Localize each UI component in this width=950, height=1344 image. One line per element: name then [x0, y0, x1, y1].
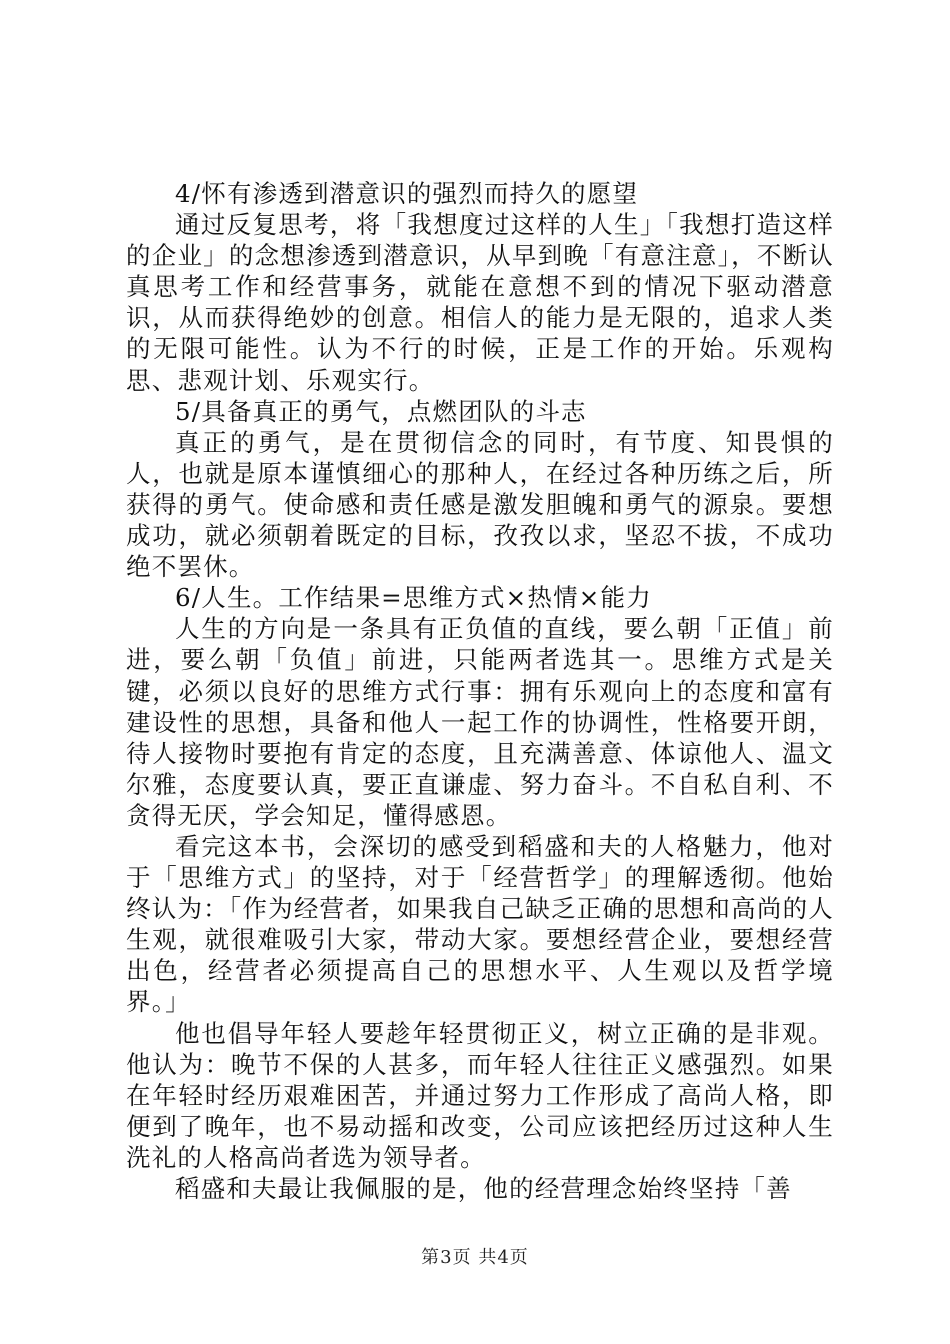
body-paragraph: 真正的勇气，是在贯彻信念的同时，有节度、知畏惧的人，也就是原本谨慎细心的那种人，在经过各种历练之后，所获得的勇气。使命感和责任感是激发胆魄和勇气的源泉。要想成功，就必须朝着既定的目标，孜孜以求，坚忍不拔，不成功绝不罢休。 — [126, 427, 834, 582]
body-paragraph: 看完这本书，会深切的感受到稻盛和夫的人格魅力，他对于「思维方式」的坚持，对于「经营哲学」的理解透彻。他始终认为：「作为经营者，如果我自己缺乏正确的思想和高尚的人生观，就很难吸引大家，带动大家。要想经营企业，要想经营出色，经营者必须提高自己的思想水平、人生观以及哲学境界。」 — [126, 831, 834, 1017]
body-paragraph: 通过反复思考，将「我想度过这样的人生」「我想打造这样的企业」的念想渗透到潜意识，从早到晚「有意注意」，不断认真思考工作和经营事务，就能在意想不到的情况下驱动潜意识，从而获得绝妙的创意。相信人的能力是无限的，追求人类的无限可能性。认为不行的时候，正是工作的开始。乐观构思、悲观计划、乐观实行。 — [126, 210, 834, 395]
body-paragraph: 稻盛和夫最让我佩服的是，他的经营理念始终坚持「善 — [175, 1174, 792, 1203]
page-footer — [0, 1243, 950, 1269]
body-paragraph: 人生的方向是一条具有正负值的直线，要么朝「正值」前进，要么朝「负值」前进，只能两者选其一。思维方式是关键，必须以良好的思维方式行事：拥有乐观向上的态度和富有建设性的思想，具备和他人一起工作的协调性，性格要开朗，待人接物时要抱有肯定的态度，且充满善意、体谅他人、温文尔雅，态度要认真，要正直谦虚、努力奋斗。不自私自利、不贪得无厌，学会知足，懂得感恩。 — [126, 614, 834, 830]
section-heading-4: 4/怀有渗透到潜意识的强烈而持久的愿望 — [175, 179, 639, 208]
body-paragraph: 他也倡导年轻人要趁年轻贯彻正义，树立正确的是非观。他认为：晚节不保的人甚多，而年轻人往往正义感强烈。如果在年轻时经历艰难困苦，并通过努力工作形成了高尚人格，即便到了晚年，也不易动摇和改变，公司应该把经历过这种人生洗礼的人格高尚者选为领导者。 — [126, 1018, 834, 1172]
page-number-label: 第3页 共4页 — [421, 1247, 529, 1268]
section-heading-5: 5/具备真正的勇气，点燃团队的斗志 — [175, 396, 587, 426]
document-body — [126, 178, 834, 1204]
section-heading-6: 6/人生。工作结果=思维方式×热情×能力 — [175, 583, 652, 613]
